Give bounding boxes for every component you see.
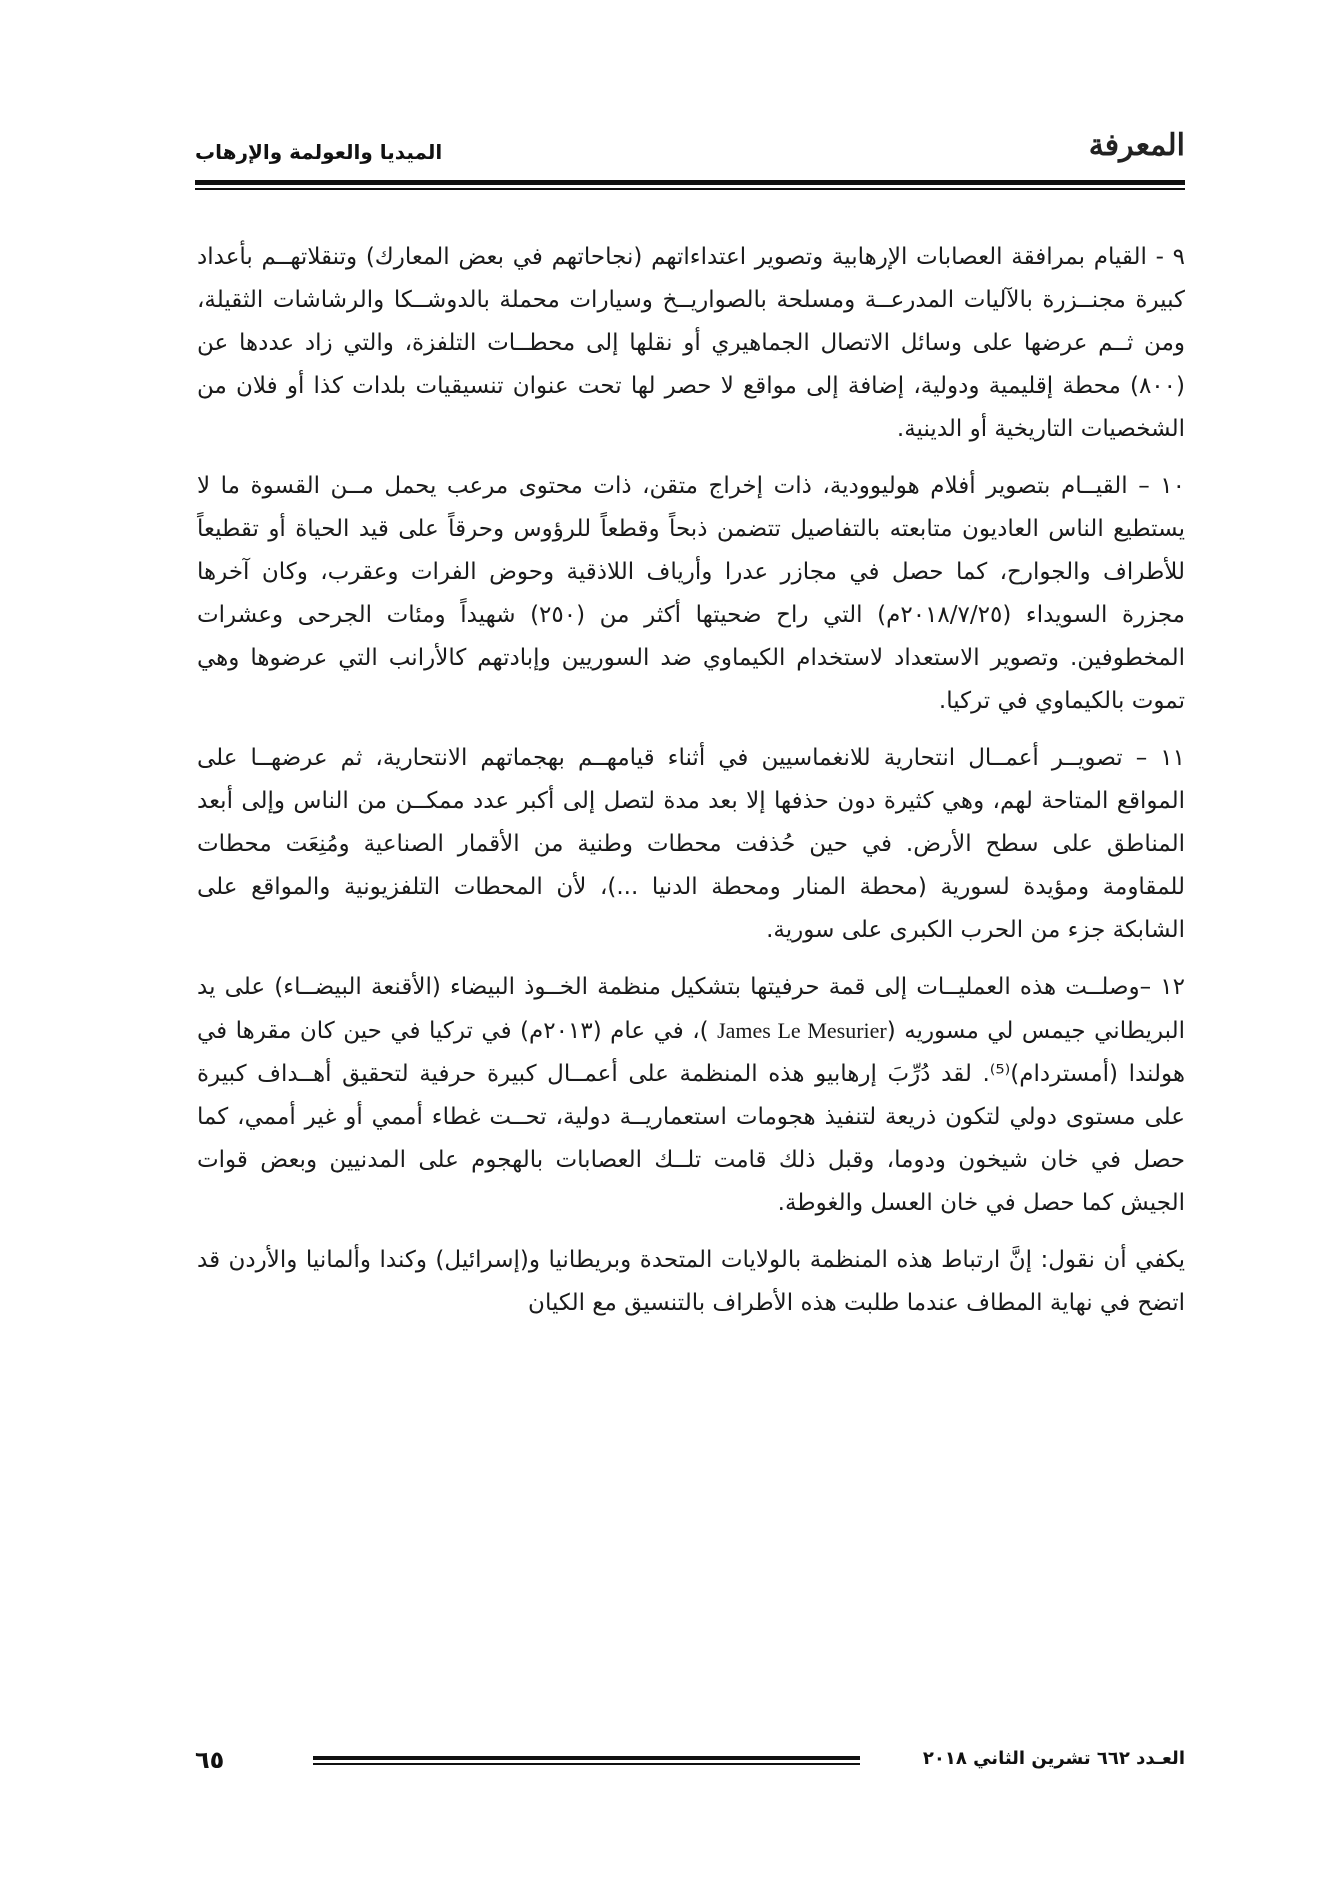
page-header: [195, 118, 1185, 178]
paragraph-10: ١٠ – القيــام بتصوير أفلام هوليوودية، ذات إخراج متقن، ذات محتوى مرعب يحمل مــن القسوة ما لا يستطيع الناس العاديون متابعته بالتفاصيل تتضمن ذبحاً وقطعاً للرؤوس وحرقاً على قيد الحياة أو تقطيعاً للأطراف والجوارح، كما حصل في مجازر عدرا وأرياف اللاذقية وحوض الفرات وعقرب، وكان آخرها مجزرة السويداء (٢٠١٨/٧/٢٥م) التي راح ضحيتها أكثر من (٢٥٠) شهيداً ومئات الجرحى وعشرات المخطوفين. وتصوير الاستعداد لاستخدام الكيماوي ضد السوريين وإبادتهم كالأرانب التي عرضوها وهي تموت بالكيماوي في تركيا.: [197, 473, 1185, 714]
article-body: [197, 236, 1185, 1339]
running-title: الميديا والعولمة والإرهاب: [195, 140, 443, 164]
paragraph-conclusion: يكفي أن نقول: إنَّ ارتباط هذه المنظمة بالولايات المتحدة وبريطانيا و(إسرائيل) وكندا وألمانيا والأردن قد اتضح في نهاية المطاف عندما طلبت هذه الأطراف بالتنسيق مع الكيان: [197, 1247, 1185, 1316]
paragraph-11: ١١ – تصويــر أعمــال انتحارية للانغماسيين في أثناء قيامهــم بهجماتهم الانتحارية، ثم عرضهــا على المواقع المتاحة لهم، وهي كثيرة دون حذفها إلا بعد مدة لتصل إلى أكبر عدد ممكــن من الناس وإلى أبعد المناطق على سطح الأرض. في حين حُذفت محطات وطنية من الأقمار الصناعية ومُنِعَت محطات للمقاومة ومؤيدة لسورية (محطة المنار ومحطة الدنيا ...)، لأن المحطات التلفزيونية والمواقع على الشابكة جزء من الحرب الكبرى على سورية.: [197, 745, 1185, 943]
magazine-logo: المعرفة: [1088, 128, 1185, 163]
header-rule-thick: [195, 180, 1185, 185]
paragraph-12: [197, 966, 1185, 1225]
footer-rule-thick: [313, 1756, 860, 1760]
latin-name: James Le Mesurier: [717, 1018, 887, 1043]
issue-label: العـدد ٦٦٢ تشرين الثاني ٢٠١٨: [922, 1748, 1185, 1769]
footer-rule-thin: [313, 1763, 860, 1765]
page-number: ٦٥: [195, 1746, 225, 1774]
footer-rules: [313, 1756, 860, 1765]
page-footer: [195, 1748, 1185, 1788]
paragraph-9: ٩ - القيام بمرافقة العصابات الإرهابية وتصوير اعتداءاتهم (نجاحاتهم في بعض المعارك) وتنقلاتهــم بأعداد كبيرة مجنــزرة بالآليات المدرعــة ومسلحة بالصواريــخ وسيارات محملة بالدوشــكا والرشاشات الثقيلة، ومن ثــم عرضها على وسائل الاتصال الجماهيري أو نقلها إلى محطــات التلفزة، والتي زاد عددها عن (٨٠٠) محطة إقليمية ودولية، إضافة إلى مواقع لا حصر لها تحت عنوان تنسيقيات بلدات كذا أو فلان من الشخصيات التاريخية أو الدينية.: [197, 244, 1185, 442]
header-rule-thin: [195, 188, 1185, 190]
paragraph-12-start: ١٢ –وصلــت هذه العمليــات إلى قمة حرفيتها بتشكيل منظمة الخــوذ البيضاء (الأقنعة البيضــاء) على يد البريطاني جيمس لي مسوريه (: [197, 974, 1185, 1044]
paragraph-12-rest: )، في عام (٢٠١٣م) في تركيا في حين كان مقرها في هولندا (أمستردام)⁽⁵⁾. لقد دُرِّبَ إرهابيو هذه المنظمة على أعمــال كبيرة حرفية لتحقيق أهــداف كبيرة على مستوى دولي لتكون ذريعة لتنفيذ هجومات استعماريــة دولية، تحــت غطاء أممي أو غير أممي، كما حصل في خان شيخون ودوما، وقبل ذلك قامت تلــك العصابات بالهجوم على المدنيين وبعض قوات الجيش كما حصل في خان العسل والغوطة.: [197, 1018, 1186, 1216]
